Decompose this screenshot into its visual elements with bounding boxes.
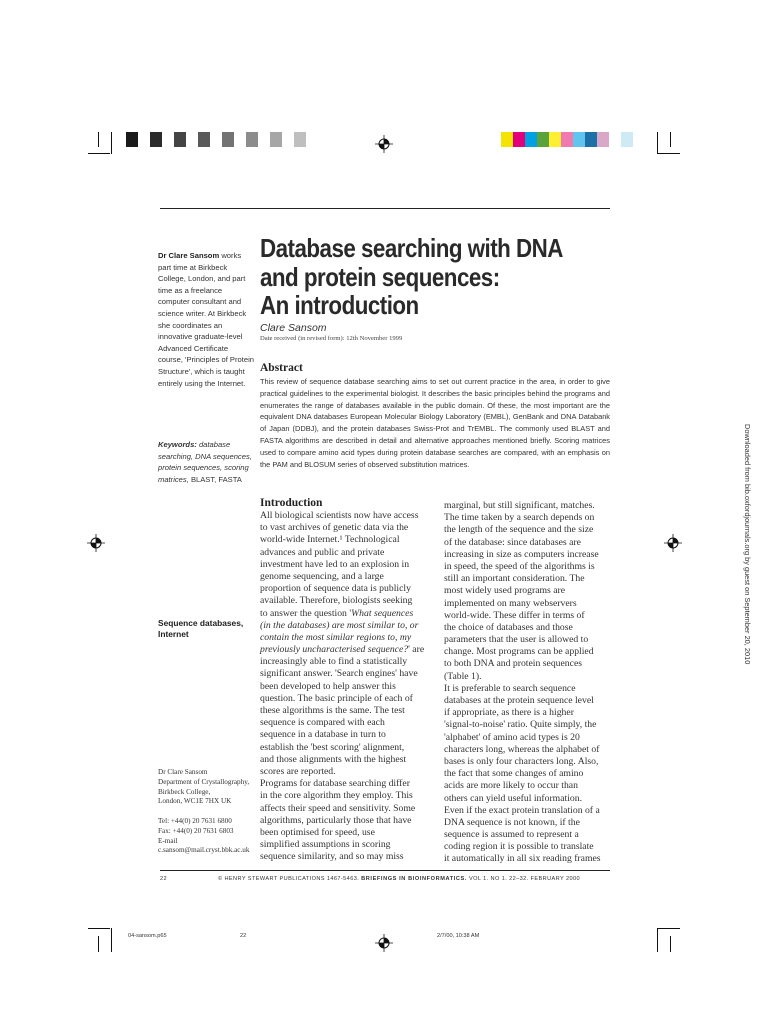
slug-timestamp: 2/7/00, 10:38 AM xyxy=(437,933,480,939)
color-swatch xyxy=(258,132,270,147)
author-byline: Clare Sansom xyxy=(260,322,327,334)
color-swatch xyxy=(198,132,210,147)
title-line: Database searching with DNA xyxy=(260,233,563,263)
body-line: if appropriate, as there is a higher xyxy=(444,707,574,719)
introduction-heading: Introduction xyxy=(260,497,323,509)
keywords-label: Keywords: xyxy=(158,440,197,449)
color-swatch xyxy=(174,132,186,147)
footer-publisher: © HENRY STEWART PUBLICATIONS 1467-5463. xyxy=(218,876,360,882)
body-line: 'alphabet' of amino acid types is 20 xyxy=(444,731,580,743)
section-margin-label: Sequence databases, Internet xyxy=(158,618,244,639)
color-swatch xyxy=(573,132,585,147)
crop-mark xyxy=(98,936,99,952)
body-line: coding region it is possible to translate xyxy=(444,841,594,853)
crop-mark xyxy=(88,928,110,929)
body-line: (Table 1). xyxy=(444,670,482,682)
body-line: question. The basic principle of each of xyxy=(260,692,413,704)
contact-fax: Fax: +44(0) 20 7631 6803 xyxy=(158,826,234,835)
body-line: Even if the exact protein translation of a xyxy=(444,804,600,816)
contact-email-label: E-mail xyxy=(158,836,178,845)
body-line: increasingly able to find a statistically xyxy=(260,656,408,668)
body-line: sequence is compared with each xyxy=(260,717,385,729)
body-line: sequence similarity, and so may miss xyxy=(260,851,404,863)
download-note-text: Downloaded from bib.oxfordjournals.org by guest on September 20, 2010 xyxy=(743,424,752,665)
contact-tel: Tel: +44(0) 20 7631 6800 xyxy=(158,817,232,825)
body-line: parameters that the user is allowed to xyxy=(444,634,589,646)
author-address xyxy=(158,768,258,807)
header-rule xyxy=(160,208,610,209)
author-note-bio: works part time at Birkbeck College, London, and part time as a freelance computer consultant and science writer. At Birkbeck she coordinates an innovative graduate-level Advanced Certificate course, 'Principles of Protein Structure', which is taught entirely using the Internet. xyxy=(158,251,254,388)
body-line: affects their speed and sensitivity. Some xyxy=(260,802,416,814)
color-swatch xyxy=(234,132,246,147)
color-swatch xyxy=(633,132,645,147)
body-column-2 xyxy=(444,500,609,866)
address-line: Dr Clare Sansom xyxy=(158,768,208,776)
author-note-name: Dr Clare Sansom xyxy=(158,251,220,260)
color-swatch xyxy=(162,132,174,147)
author-contact xyxy=(158,817,258,856)
body-line: investment have led to an explosion in xyxy=(260,558,410,570)
date-received: Date received (in revised form): 12th November 1999 xyxy=(260,335,403,342)
body-line: The time taken by a search depends on xyxy=(444,512,595,524)
crop-mark xyxy=(98,132,99,147)
body-line: it automatically in all six reading frames xyxy=(444,853,601,865)
body-line: to vast archives of genetic data via the xyxy=(260,522,409,534)
address-line: London, WC1E 7HX UK xyxy=(158,797,232,806)
body-line: marginal, but still significant, matches. xyxy=(444,500,595,511)
body-line: increasing in size as computers increase xyxy=(444,548,599,560)
keywords xyxy=(158,439,254,485)
grayscale-color-bar xyxy=(126,132,306,147)
body-line: in the core algorithm they employ. This xyxy=(260,790,413,802)
body-line: in speed, the speed of the algorithms is xyxy=(444,560,595,572)
color-swatch xyxy=(561,132,573,147)
crop-mark xyxy=(658,928,680,929)
body-line: available. Therefore, biologists seeking xyxy=(260,595,413,607)
body-line: algorithms, particularly those that have xyxy=(260,814,412,826)
contact-email[interactable]: c.sansom@mail.cryst.bbk.ac.uk xyxy=(158,846,250,855)
body-line: databases at the protein sequence level xyxy=(444,695,594,706)
color-swatch xyxy=(513,132,525,147)
download-note xyxy=(742,424,752,664)
crop-mark xyxy=(657,132,658,154)
slug-file: 04-sansom.p65 xyxy=(128,933,167,939)
abstract-heading: Abstract xyxy=(260,362,303,374)
slug-page: 22 xyxy=(240,933,247,939)
body-line: sequence in a database in turn to xyxy=(260,729,386,741)
body-line: and those alignments with the highest xyxy=(260,753,407,765)
body-line: It is preferable to search sequence xyxy=(444,682,576,694)
color-swatch xyxy=(501,132,513,147)
crop-mark xyxy=(88,153,110,154)
registration-mark-icon xyxy=(87,534,105,552)
color-swatch xyxy=(138,132,150,147)
color-swatch xyxy=(549,132,561,147)
color-swatch xyxy=(150,132,162,147)
body-line: previously uncharacterised sequence?' are xyxy=(260,644,425,656)
color-swatch xyxy=(537,132,549,147)
crop-mark xyxy=(658,153,680,154)
body-line: still an important consideration. The xyxy=(444,573,585,585)
body-line: 'signal-to-noise' ratio. Quite simply, the xyxy=(444,719,597,731)
title-line: An introduction xyxy=(260,290,419,320)
page-number: 22 xyxy=(160,876,168,882)
body-line: scores are reported. xyxy=(260,765,336,777)
body-line: simplified assumptions in scoring xyxy=(260,839,391,851)
body-line: advances and public and private xyxy=(260,546,385,558)
body-line: proportion of sequence data is publicly xyxy=(260,583,411,595)
crop-mark xyxy=(670,132,671,147)
color-swatch xyxy=(210,132,222,147)
body-line: acids are more likely to occur than xyxy=(444,780,578,792)
registration-mark-icon xyxy=(375,135,393,153)
color-swatch xyxy=(186,132,198,147)
color-swatch xyxy=(609,132,621,147)
crop-mark xyxy=(670,936,671,952)
body-line: establish the 'best scoring' alignment, xyxy=(260,741,405,753)
footer-issue: VOL 1. NO 1. 22–32. FEBRUARY 2000 xyxy=(469,876,581,882)
body-line: characters long, whereas the alphabet of xyxy=(444,743,600,755)
address-line: Birkbeck College, xyxy=(158,787,211,796)
body-line: implemented on many webservers xyxy=(444,597,577,609)
abstract-text: This review of sequence database searching aims to set out current practice in the area, in order to give practical guidelines to the experimental biologist. It describes the basic principles behind the programs and enumerates the range of databases available in the public domain. Of these, the most important are the equivalent DNA databases European Molecular Biology Laboratory (EMBL), GenBank and DNA Databank of Japan (DDBJ), and the protein databases Swiss-Prot and TrEMBL. The commonly used BLAST and FASTA algorithms are described in detail and alternative approaches mentioned briefly. Scoring matrices used to compare amino acid types during protein database searches are compared, with an emphasis on the PAM and BLOSUM series of observed substitution matrices. xyxy=(260,377,610,469)
keywords-italic: database searching, DNA sequences, protein sequences, scoring matrices, xyxy=(158,440,252,484)
body-line: to both DNA and protein sequences xyxy=(444,658,583,670)
body-line: contain the most similar regions to, my xyxy=(260,631,412,643)
color-swatch xyxy=(126,132,138,147)
title-line: and protein sequences: xyxy=(260,261,500,292)
keywords-plain: BLAST, FASTA xyxy=(190,474,242,484)
body-line: world-wide. These differ in terms of xyxy=(444,609,585,621)
color-swatch xyxy=(222,132,234,147)
body-line: been developed to help answer this xyxy=(260,680,396,692)
body-line: the choice of databases and those xyxy=(444,621,573,633)
process-color-bar xyxy=(501,132,645,147)
body-line: bases is only four characters long. Also, xyxy=(444,755,599,767)
color-swatch xyxy=(246,132,258,147)
color-swatch xyxy=(282,132,294,147)
body-line: been optimised for speed, use xyxy=(260,826,375,838)
color-swatch xyxy=(621,132,633,147)
color-swatch xyxy=(270,132,282,147)
body-line: significant answer. 'Search engines' have xyxy=(260,668,418,680)
address-line: Department of Crystallography, xyxy=(158,777,250,786)
crop-mark xyxy=(111,928,112,952)
registration-mark-icon xyxy=(664,534,682,552)
crop-mark xyxy=(111,132,112,154)
article-title xyxy=(260,234,570,320)
body-line: change. Most programs can be applied xyxy=(444,646,594,658)
color-swatch xyxy=(597,132,609,147)
color-swatch xyxy=(525,132,537,147)
footer-rule xyxy=(160,870,610,871)
body-line: All biological scientists now have access xyxy=(260,510,419,521)
footer-journal: BRIEFINGS IN BIOINFORMATICS. xyxy=(361,876,468,882)
body-line: to answer the question 'What sequences xyxy=(260,607,414,619)
body-line: world-wide Internet.¹ Technological xyxy=(260,534,400,546)
body-line: Programs for database searching differ xyxy=(260,778,410,790)
body-line: of the database: since databases are xyxy=(444,536,581,548)
registration-mark-icon xyxy=(375,934,393,952)
body-line: others can yield useful information. xyxy=(444,792,583,804)
crop-mark xyxy=(657,928,658,952)
body-line: DNA sequence is not known, if the xyxy=(444,816,580,828)
footer-citation xyxy=(218,876,580,882)
color-swatch xyxy=(585,132,597,147)
body-line: (in the databases) are most similar to, or xyxy=(260,619,419,631)
body-line: the length of the sequence and the size xyxy=(444,524,594,536)
color-swatch xyxy=(294,132,306,147)
body-line: genome sequencing, and a large xyxy=(260,570,384,582)
body-line: sequence is assumed to represent a xyxy=(444,829,579,841)
body-line: the fact that some changes of amino xyxy=(444,768,584,780)
author-note xyxy=(158,250,254,389)
body-line: these algorithms is the same. The test xyxy=(260,705,405,716)
body-line: most widely used programs are xyxy=(444,585,566,597)
body-column-1 xyxy=(260,510,425,863)
